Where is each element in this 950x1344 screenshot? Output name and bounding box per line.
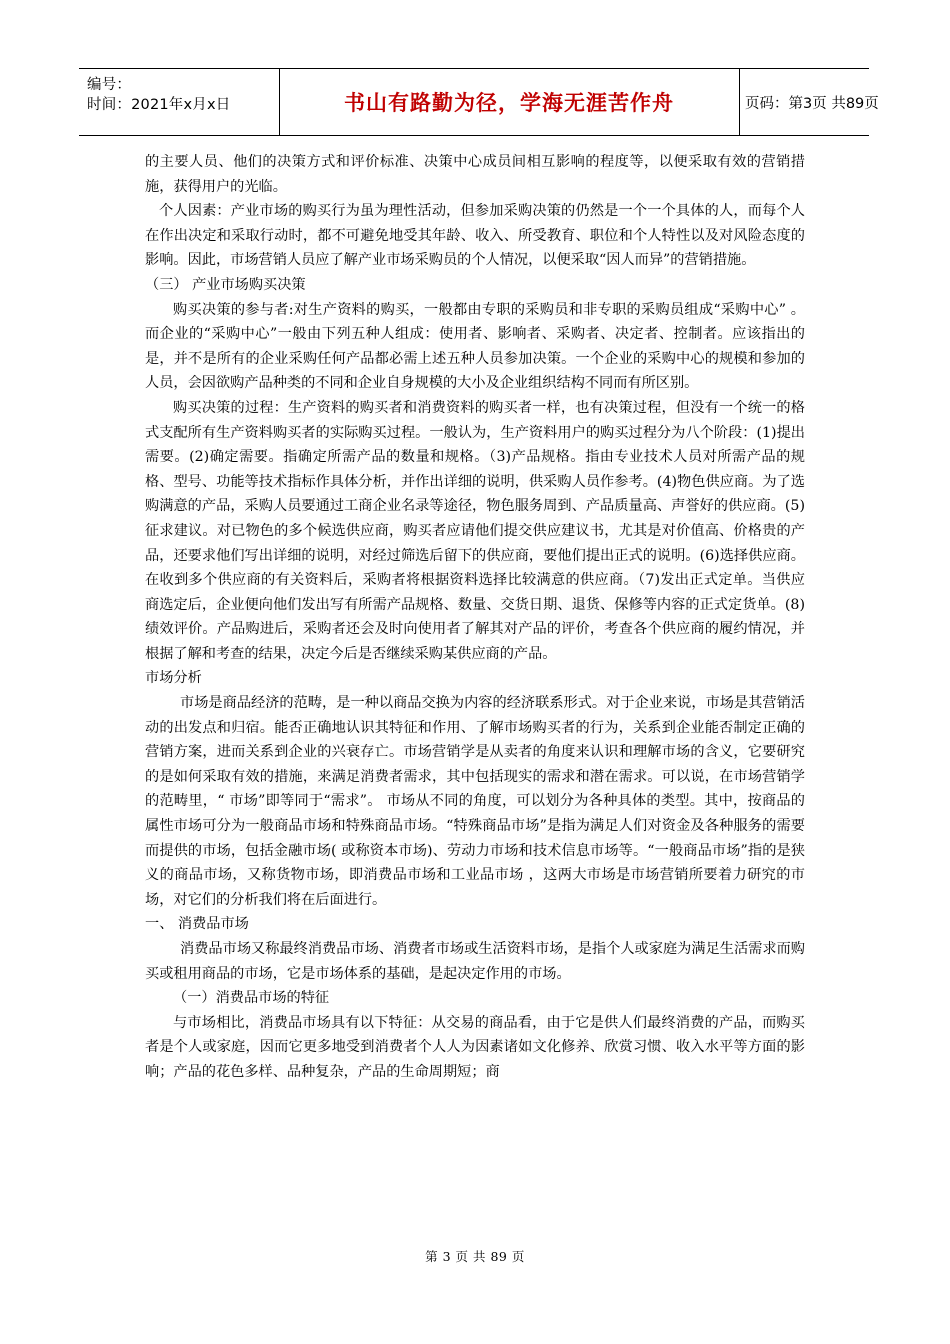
section-heading-market-analysis: 市场分析 <box>145 670 202 687</box>
document-number-label: 编号： <box>87 77 132 93</box>
paragraph-decision-participants: 购买决策的参与者:对生产资料的购买，一般都由专职的采购员和非专职的采购员组成“采购中心” 。而企业的“采购中心”一般由下列五种人组成：使用者、影响者、采购者、决定者、控制者。应该指出的是，并不是所有的企业采购任何产品都必需上述五种人员参加决策。一个企业的采购中心的规模和参加的人员，会因欲购产品种类的不同和企业自身规模的大小及企业组织结构不同而有所区别。 <box>145 301 805 392</box>
section-heading-purchase-decision: （三） 产业市场购买决策 <box>145 276 306 293</box>
paragraph-consumer-market-features: 与市场相比，消费品市场具有以下特征：从交易的商品看，由于它是供人们最终消费的产品，而购买者是个人或家庭，因而它更多地受到消费者个人人为因素诸如文化修养、欣赏习惯、收入水平等方面的影响；产品的花色多样、品种复杂，产品的生命周期短；商 <box>145 1014 805 1080</box>
paragraph-market-overview: 市场是商品经济的范畴，是一种以商品交换为内容的经济联系形式。对于企业来说，市场是其营销活动的出发点和归宿。能否正确地认识其特征和作用、了解市场购买者的行为，关系到企业能否制定正确的营销方案，进而关系到企业的兴衰存亡。市场营销学是从卖者的角度来认识和理解市场的含义，它要研究的是如何采取有效的措施，来满足消费者需求，其中包括现实的需求和潜在需求。可以说，在市场营销学的范畴里，“ 市场”即等同于“需求”。 市场从不同的角度，可以划分为各种具体的类型。其中，按商品的属性市场可分为一般商品市场和特殊商品市场。“特殊商品市场”是指为满足人们对资金及各种服务的需要而提供的市场，包括金融市场( 或称资本市场)、劳动力市场和技术信息市场等。“一般商品市场”指的是狭义的商品市场，又称货物市场，即消费品市场和工业品市场 ，这两大市场是市场营销所要着力研究的市场，对它们的分析我们将在后面进行。 <box>145 695 805 908</box>
document-date-label: 时间：2021年x月x日 <box>87 97 231 113</box>
header-page-cell <box>739 69 879 135</box>
page-header <box>79 68 879 136</box>
section-heading-consumer-market: 一、 消费品市场 <box>145 916 249 933</box>
header-motto: 书山有路勤为径，学海无涯苦作舟 <box>344 91 674 115</box>
paragraph-personal-factors: 个人因素：产业市场的购买行为虽为理性活动，但参加采购决策的仍然是一个一个具体的人，而每个人在作出决定和采取行动时，都不可避免地受其年龄、收入、所受教育、职位和个人特性以及对风险态度的影响。因此，市场营销人员应了解产业市场采购员的个人情况，以便采取“因人而异”的营销措施。 <box>145 203 805 269</box>
paragraph-decision-process: 购买决策的过程：生产资料的购买者和消费资料的购买者一样，也有决策过程，但没有一个统一的格式支配所有生产资料购买者的实际购买过程。一般认为，生产资料用户的购买过程分为八个阶段：(1)提出需要。(2)确定需要。指确定所需产品的数量和规格。（3)产品规格。指由专业技术人员对所需产品的规格、型号、功能等技术指标作具体分析，并作出详细的说明，供采购人员作参考。(4)物色供应商。为了选购满意的产品，采购人员要通过工商企业名录等途径，物色服务周到、产品质量高、声誉好的供应商。(5)征求建议。对已物色的多个候选供应商，购买者应请他们提交供应建议书，尤其是对价值高、价格贵的产品，还要求他们写出详细的说明，对经过筛选后留下的供应商，要他们提出正式的说明。(6)选择供应商。在收到多个供应商的有关资料后，采购者将根据资料选择比较满意的供应商。（7)发出正式定单。当供应商选定后，企业便向他们发出写有所需产品规格、数量、交货日期、退货、保修等内容的正式定货单。(8)绩效评价。产品购进后，采购者还会及时向使用者了解其对产品的评价，考查各个供应商的履约情况，并根据了解和考查的结果，决定今后是否继续采购某供应商的产品。 <box>145 399 805 662</box>
paragraph-continuation: 的主要人员、他们的决策方式和评价标准、决策中心成员间相互影响的程度等，以便采取有效的营销措施，获得用户的光临。 <box>145 154 805 195</box>
header-meta-cell <box>79 69 280 135</box>
subsection-heading-consumer-market-features: （一）消费品市场的特征 <box>173 990 330 1007</box>
header-motto-cell <box>279 69 740 135</box>
document-body <box>145 150 805 1085</box>
page-footer: 第 3 页 共 89 页 <box>425 1249 525 1264</box>
header-page-info: 页码：第3页 共89页 <box>745 95 879 112</box>
paragraph-consumer-market-definition: 消费品市场又称最终消费品市场、消费者市场或生活资料市场，是指个人或家庭为满足生活需求而购买或租用商品的市场，它是市场体系的基础，是起决定作用的市场。 <box>145 941 805 982</box>
